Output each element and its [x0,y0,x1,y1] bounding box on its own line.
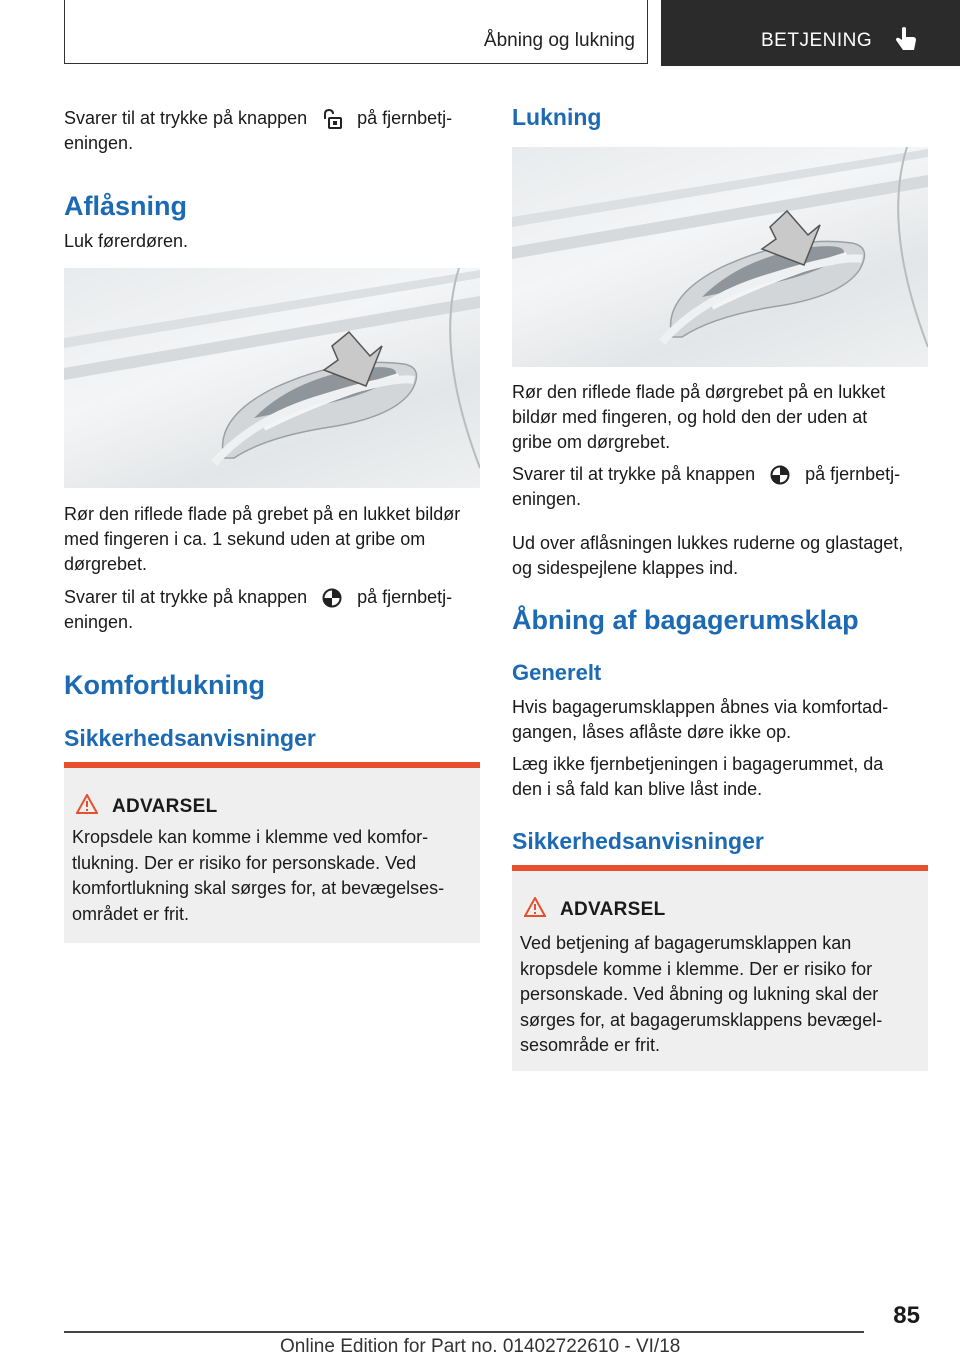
warning-title-right: ADVARSEL [560,899,666,920]
footer-edition: Online Edition for Part no. 01402722610 - VI/18 [280,1336,681,1357]
warning-box-right [512,865,928,1071]
footer-divider [64,1331,864,1333]
warning-line: kropsdele komme i klemme. Der er risiko for [520,959,873,979]
heading-aflaasning: Aflåsning [64,191,188,221]
extra-text-line-1: Ud over aflåsningen lukkes ruderne og glastaget, [512,533,904,553]
chapter-title: Åbning og lukning [483,30,635,51]
heading-general: Generelt [512,660,602,685]
heading-safety-left: Sikkerhedsanvisninger [64,725,316,751]
intro-line-2: eningen. [64,133,134,153]
unlock-button-icon [321,109,343,129]
touch-text-line-1: Rør den riflede flade på grebet på en lukket bildør [64,504,461,524]
warning-line: komfortlukning skal sørges for, at bevægelses‐ [72,878,445,898]
page-number: 85 [893,1302,920,1329]
warning-triangle-icon [524,897,546,917]
warning-triangle-icon [76,794,98,814]
extra-text-line-2: og sidespejlene klappes ind. [512,558,739,578]
hand-pointer-icon [894,26,920,54]
general-text-line-1: Hvis bagagerumsklappen åbnes via komfortad‐ [512,697,889,717]
lock-button-icon [321,588,343,608]
warning-line: Kropsdele kan komme i klemme ved komfor‐ [72,827,429,847]
warning-line: Ved betjening af bagagerumsklappen kan [520,933,852,953]
button-text-line-1: Svarer til at trykke på knappen på fjernbetj‐ [64,587,453,607]
aflaasning-text: Luk førerdøren. [64,231,189,251]
key-text-line-2: den i så fald kan blive låst inde. [512,779,763,799]
button-text-line-2: eningen. [64,612,134,632]
header-title-box [64,0,648,64]
touch-text-line-2: med fingeren i ca. 1 sekund uden at gribe om [64,529,426,549]
warning-line: sørges for, at bagagerumsklappens bevægel‐ [520,1010,883,1030]
header-section-box [661,0,960,66]
touch-text-line-3: gribe om dørgrebet. [512,432,671,452]
warning-title-left: ADVARSEL [112,796,218,817]
button-text-line-2: eningen. [512,489,582,509]
door-handle-image [512,147,928,367]
intro-line-1: Svarer til at trykke på knappen på fjernbetj‐ [64,108,453,128]
touch-text-line-1: Rør den riflede flade på dørgrebet på en lukket [512,382,886,402]
warning-box-left [64,762,480,943]
key-text-line-1: Læg ikke fjernbetjeningen i bagagerummet, da [512,754,884,774]
warning-line: personskade. Ved åbning og lukning skal der [520,984,879,1004]
heading-safety-right: Sikkerhedsanvisninger [512,828,764,854]
section-label: BETJENING [761,30,873,51]
warning-line: området er frit. [72,904,190,924]
heading-lukning: Lukning [512,104,602,130]
heading-komfortlukning: Komfortlukning [64,670,265,700]
touch-text-line-3: dørgrebet. [64,554,148,574]
door-handle-image [64,268,480,488]
button-text-line-1: Svarer til at trykke på knappen på fjernbetj‐ [512,464,901,484]
warning-line: tlukning. Der er risiko for personskade. Ved [72,853,417,873]
general-text-line-2: gangen, låses aflåste døre ikke op. [512,722,792,742]
touch-text-line-2: bildør med fingeren, og hold den der uden at [512,407,868,427]
warning-line: sesområde er frit. [520,1035,661,1055]
heading-boot: Åbning af bagagerumsklap [512,605,859,635]
lock-button-icon [769,465,791,485]
